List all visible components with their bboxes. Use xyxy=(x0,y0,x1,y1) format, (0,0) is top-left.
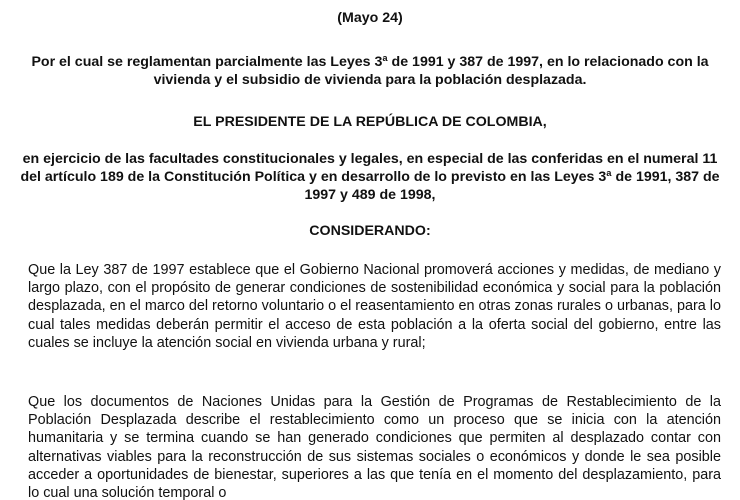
decree-date: (Mayo 24) xyxy=(337,10,403,26)
considering-paragraph: Que la Ley 387 de 1997 establece que el Gobierno Nacional promoverá acciones y medidas, de mediano y largo plazo, con el propósito de generar condiciones de sostenibilidad económica y social para la población desplazada, en el marco del retorno voluntario o el reasentamiento en otras zonas rurales o urbanas, para lo cual tales medidas deberán permitir el acceso de esta población a la oferta social del gobierno, entre las cuales se incluye la atención social en vivienda urbana y rural; xyxy=(28,262,721,351)
considering-paragraph: Que los documentos de Naciones Unidas para la Gestión de Programas de Restablecimiento de la Población Desplazada describe el restablecimiento como un proceso que se inicia con la atención humanitaria y se termina cuando se han generado condiciones que permiten al desplazado contar con alternativas viables para la reconstrucción de sus sistemas sociales o económicos y donde le sea posible acceder a oportunidades de bienestar, superiores a las que tenía en el momento del desplazamiento, para lo cual una solución temporal o xyxy=(28,394,721,500)
decree-subject: Por el cual se reglamentan parcialmente las Leyes 3ª de 1991 y 387 de 1997, en lo relacionado con la vivienda y el subsidio de vivienda para la población desplazada. xyxy=(31,54,709,88)
president-heading: EL PRESIDENTE DE LA REPÚBLICA DE COLOMBIA, xyxy=(193,114,547,130)
considering-heading: CONSIDERANDO: xyxy=(309,223,431,239)
powers-statement: en ejercicio de las facultades constitucionales y legales, en especial de las conferidas en el numeral 11 del artículo 189 de la Constitución Política y en desarrollo de lo previsto en las Leyes 3ª de 1991, 387 de 1997 y 489 de 1998, xyxy=(20,151,720,203)
